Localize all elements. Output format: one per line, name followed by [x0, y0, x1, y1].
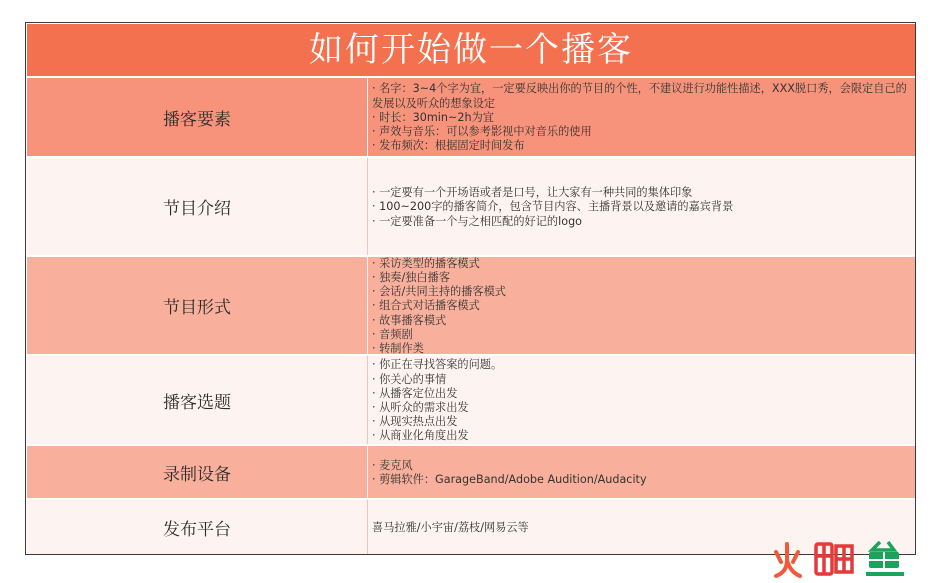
row-label: 节目介绍: [163, 199, 231, 219]
row-content: [367, 257, 915, 354]
list-item: · 从听众的需求出发: [372, 401, 469, 414]
list-item: · 你正在寻找答案的问题。: [372, 358, 503, 372]
row-content: [367, 356, 915, 444]
list-item: 喜马拉雅/小宇宙/荔枝/网易云等: [372, 520, 529, 534]
table-row: [27, 78, 915, 156]
table-row: [27, 356, 915, 444]
list-item: · 一定要有一个开场语或者是口号，让大家有一种共同的集体印象: [372, 186, 693, 200]
list-item: · 100~200字的播客简介，包含节目内容、主播背景以及邀请的嘉宾背景: [372, 200, 734, 214]
list-item: · 会话/共同主持的播客模式: [372, 285, 506, 299]
list-item: · 声效与音乐：可以参考影视中对音乐的使用: [372, 125, 592, 139]
list-item: · 时长：30min~2h为宜: [372, 110, 494, 124]
list-item: · 剪辑软件：GarageBand/Adobe Audition/Audacity: [372, 473, 647, 486]
row-content: [367, 446, 915, 498]
list-item: · 转制作类: [372, 342, 424, 356]
list-item: · 组合式对话播客模式: [372, 299, 480, 313]
carp-glyph: [816, 544, 852, 574]
list-item: · 采访类型的播客模式: [372, 256, 480, 270]
list-item: · 从商业化角度出发: [372, 429, 469, 443]
row-content: [367, 78, 915, 156]
list-item: · 从播客定位出发: [372, 386, 458, 400]
watermark-logo: [768, 538, 918, 580]
list-item: · 音频剧: [372, 327, 413, 341]
list-item: · 从现实热点出发: [372, 415, 458, 429]
list-item: · 发布频次：根据固定时间发布: [372, 139, 525, 153]
row-label: 播客要素: [163, 109, 231, 130]
podcast-guide-table: [25, 22, 916, 555]
row-content: [367, 158, 915, 255]
list-item: · 故事播客模式: [372, 313, 447, 327]
list-item: · 名字：3~4个字为宜，一定要反映出你的节目的个性，不建议进行功能性描述，XXX脱口秀，会限定自己的发展以及听众的想象设定: [372, 82, 907, 110]
fish-glyph: [866, 542, 904, 574]
table-row: [27, 257, 915, 354]
page-title: 如何开始做一个播客: [27, 24, 915, 76]
list-item: · 一定要准备一个与之相匹配的好记的logo: [372, 214, 583, 228]
list-item: · 独奏/独白播客: [372, 271, 451, 284]
list-item: · 麦克风: [372, 458, 413, 472]
row-label: 播客选题: [163, 392, 231, 413]
row-label: 发布平台: [163, 519, 231, 540]
list-item: · 你关心的事情: [372, 372, 447, 386]
row-label: 录制设备: [163, 464, 231, 485]
fire-icon: [776, 544, 800, 576]
table-row: [27, 158, 915, 255]
row-label: 节目形式: [163, 298, 231, 318]
table-row: [27, 446, 915, 498]
